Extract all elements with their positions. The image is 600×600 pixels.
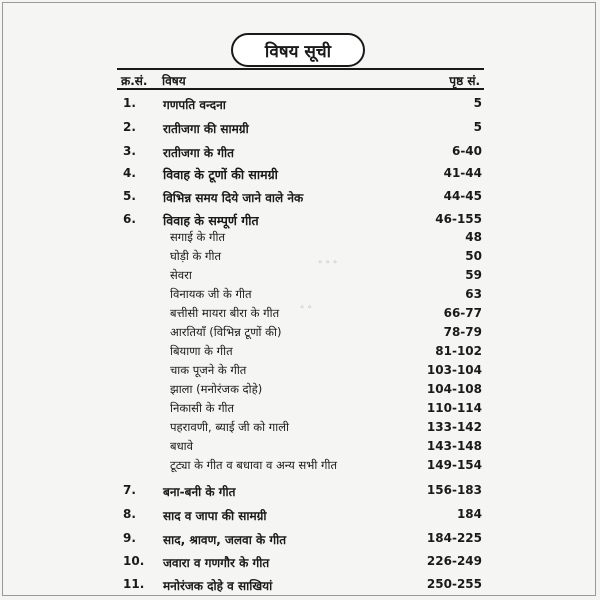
toc-subentry: [0, 439, 600, 457]
subentry-title: बधावे: [170, 439, 194, 453]
subentry-page: 63: [465, 287, 482, 301]
toc-entry: [0, 554, 600, 572]
entry-page: 5: [473, 96, 482, 110]
entry-number: 5.: [123, 189, 136, 203]
toc-entry: [0, 96, 600, 114]
toc-entry: [0, 212, 600, 230]
toc-subentry: [0, 230, 600, 248]
bleed-through-mark: ॰ ॰ ॰: [318, 258, 338, 269]
subentry-page: 110-114: [426, 401, 482, 415]
subentry-page: 59: [465, 268, 482, 282]
entry-number: 10.: [123, 554, 145, 568]
entry-number: 11.: [123, 577, 145, 591]
entry-title: गणपति वन्दना: [163, 98, 226, 112]
toc-entry: [0, 483, 600, 501]
toc-subentry: [0, 325, 600, 343]
subentry-title: निकासी के गीत: [170, 401, 235, 415]
toc-subentry: [0, 458, 600, 476]
subentry-title: विनायक जी के गीत: [170, 287, 252, 301]
toc-entry: [0, 507, 600, 525]
entry-title: विभिन्न समय दिये जाने वाले नेक: [163, 191, 304, 205]
toc-subentry: [0, 344, 600, 362]
subentry-title: बत्तीसी मायरा बीरा के गीत: [170, 306, 280, 320]
bleed-through-mark: ॰ ॰: [300, 303, 312, 314]
entry-number: 3.: [123, 144, 136, 158]
toc-subentry: [0, 249, 600, 267]
subentry-page: 78-79: [443, 325, 482, 339]
toc-entry: [0, 189, 600, 207]
entry-title: रातीजगा की सामग्री: [163, 122, 249, 136]
toc-subentry: [0, 420, 600, 438]
subentry-title: सगाई के गीत: [170, 230, 226, 244]
subentry-page: 143-148: [426, 439, 482, 453]
toc-entry: [0, 120, 600, 138]
table-header: [117, 68, 484, 90]
subentry-page: 66-77: [443, 306, 482, 320]
toc-entry: [0, 144, 600, 162]
subentry-page: 103-104: [426, 363, 482, 377]
entry-page: 46-155: [435, 212, 482, 226]
subentry-title: टूट्या के गीत व बधावा व अन्य सभी गीत: [170, 458, 338, 472]
entry-number: 7.: [123, 483, 136, 497]
entry-number: 4.: [123, 166, 136, 180]
entry-title: जवारा व गणगौर के गीत: [163, 556, 270, 570]
entry-page: 41-44: [443, 166, 482, 180]
toc-subentry: [0, 268, 600, 286]
subentry-title: बियाणा के गीत: [170, 344, 233, 358]
subentry-page: 133-142: [426, 420, 482, 434]
entry-number: 9.: [123, 531, 136, 545]
entry-page: 5: [473, 120, 482, 134]
subentry-page: 81-102: [435, 344, 482, 358]
entry-title: रातीजगा के गीत: [163, 146, 235, 160]
subentry-page: 50: [465, 249, 482, 263]
entry-title: बना-बनी के गीत: [163, 485, 236, 499]
subentry-title: घोड़ी के गीत: [170, 249, 222, 263]
entry-page: 184-225: [426, 531, 482, 545]
entry-title: विवाह के टूणों की सामग्री: [163, 167, 278, 182]
entry-page: 250-255: [426, 577, 482, 591]
subentry-title: चाक पूजने के गीत: [170, 363, 247, 377]
subentry-page: 48: [465, 230, 482, 244]
toc-subentry: [0, 401, 600, 419]
toc-subentry: [0, 382, 600, 400]
toc-subentry: [0, 287, 600, 305]
entry-number: 8.: [123, 507, 136, 521]
subentry-page: 104-108: [426, 382, 482, 396]
entry-page: 184: [456, 507, 482, 521]
subentry-title: पहरावणी, ब्याई जी को गाली: [170, 420, 289, 434]
subentry-title: सेवरा: [170, 268, 192, 282]
entry-title: विवाह के सम्पूर्ण गीत: [163, 213, 259, 228]
subentry-page: 149-154: [426, 458, 482, 472]
entry-number: 1.: [123, 96, 136, 110]
subentry-title: आरतियाँ (विभिन्न टूणों की): [170, 325, 282, 339]
entry-title: साद, श्रावण, जलवा के गीत: [163, 533, 287, 547]
entry-page: 226-249: [426, 554, 482, 568]
entry-page: 6-40: [451, 144, 482, 158]
entry-title: साद व जापा की सामग्री: [163, 509, 267, 523]
subentry-title: झाला (मनोरंजक दोहे): [170, 382, 263, 396]
header-subject: विषय: [162, 74, 186, 88]
header-sn: क्र.सं.: [121, 74, 148, 88]
entry-number: 2.: [123, 120, 136, 134]
entry-page: 156-183: [426, 483, 482, 497]
toc-subentry: [0, 306, 600, 324]
toc-entry: [0, 531, 600, 549]
entry-title: मनोरंजक दोहे व साखियां: [163, 579, 273, 593]
page-title: विषय सूची: [231, 33, 365, 67]
entry-number: 6.: [123, 212, 136, 226]
toc-subentry: [0, 363, 600, 381]
toc-entry: [0, 166, 600, 184]
toc-entry: [0, 577, 600, 595]
entry-page: 44-45: [443, 189, 482, 203]
header-page: पृष्ठ सं.: [449, 74, 480, 88]
